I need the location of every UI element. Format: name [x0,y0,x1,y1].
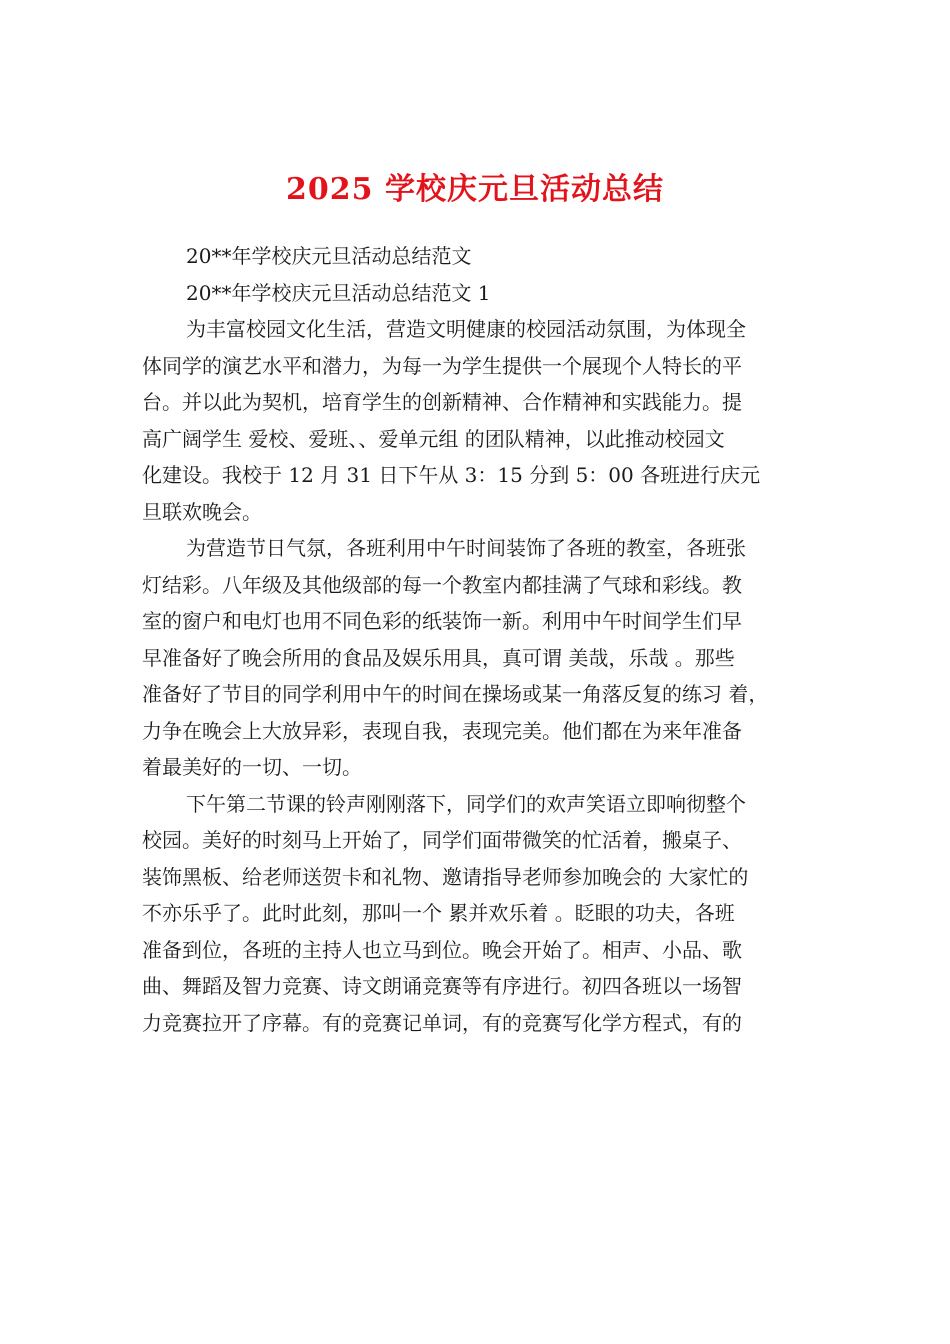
paragraph-line: 为丰富校园文化生活，营造文明健康的校园活动氛围，为体现全 [186,317,746,341]
paragraph-line: 为营造节日气氛，各班利用中午时间装饰了各班的教室，各班张 [186,536,746,560]
paragraph-line: 曲、舞蹈及智力竞赛、诗文朗诵竞赛等有序进行。初四各班以一场智 [142,974,742,998]
document-title: 2025 学校庆元旦活动总结 [286,172,664,207]
paragraph-line: 下午第二节课的铃声刚刚落下，同学们的欢声笑语立即响彻整个 [186,791,746,816]
paragraph-line: 台。并以此为契机，培育学生的创新精神、合作精神和实践能力。提 [142,390,742,414]
paragraph-line: 不亦乐乎了。此时此刻，那叫一个 累并欢乐着 。眨眼的功夫，各班 [142,901,735,925]
paragraph-line: 旦联欢晚会。 [142,499,262,524]
paragraph-line: 室的窗户和电灯也用不同色彩的纸装饰一新。利用中午时间学生们早 [142,609,742,633]
paragraph-line: 灯结彩。八年级及其他级部的每一个教室内都挂满了气球和彩线。教 [142,572,742,597]
paragraph-line: 校园。美好的时刻马上开始了，同学们面带微笑的忙活着，搬桌子、 [142,828,742,852]
paragraph-line: 化建设。我校于 12 月 31 日下午从 3：15 分到 5：00 各班进行庆元 [142,463,761,487]
paragraph [142,786,822,1042]
subtitle-line: 20**年学校庆元旦活动总结范文 [186,244,472,268]
paragraph-line: 着最美好的一切、一切。 [142,755,362,779]
paragraph-line: 力争在晚会上大放异彩，表现自我，表现完美。他们都在为来年准备 [142,718,742,743]
subtitle-line: 20**年学校庆元旦活动总结范文 1 [186,280,491,305]
paragraph-line: 准备到位，各班的主持人也立马到位。晚会开始了。相声、小品、歌 [142,937,742,962]
paragraph-line: 早准备好了晚会所用的食品及娱乐用具，真可谓 美哉，乐哉 。那些 [142,645,735,670]
paragraph [142,311,822,530]
paragraph-line: 体同学的演艺水平和潜力，为每一为学生提供一个展现个人特长的平 [142,353,742,378]
paragraph-line: 准备好了节目的同学利用中午的时间在操场或某一角落反复的练习 着， [142,682,769,706]
paragraph-line: 高广阔学生 爱校、爱班、、爱单元组 的团队精神，以此推动校园文 [142,426,725,451]
paragraph [142,530,822,786]
document-body [142,238,822,1041]
paragraph-line: 装饰黑板、给老师送贺卡和礼物、邀请指导老师参加晚会的 大家忙的 [142,864,749,889]
paragraph-line: 力竞赛拉开了序幕。有的竞赛记单词，有的竞赛写化学方程式，有的 [142,1010,742,1035]
